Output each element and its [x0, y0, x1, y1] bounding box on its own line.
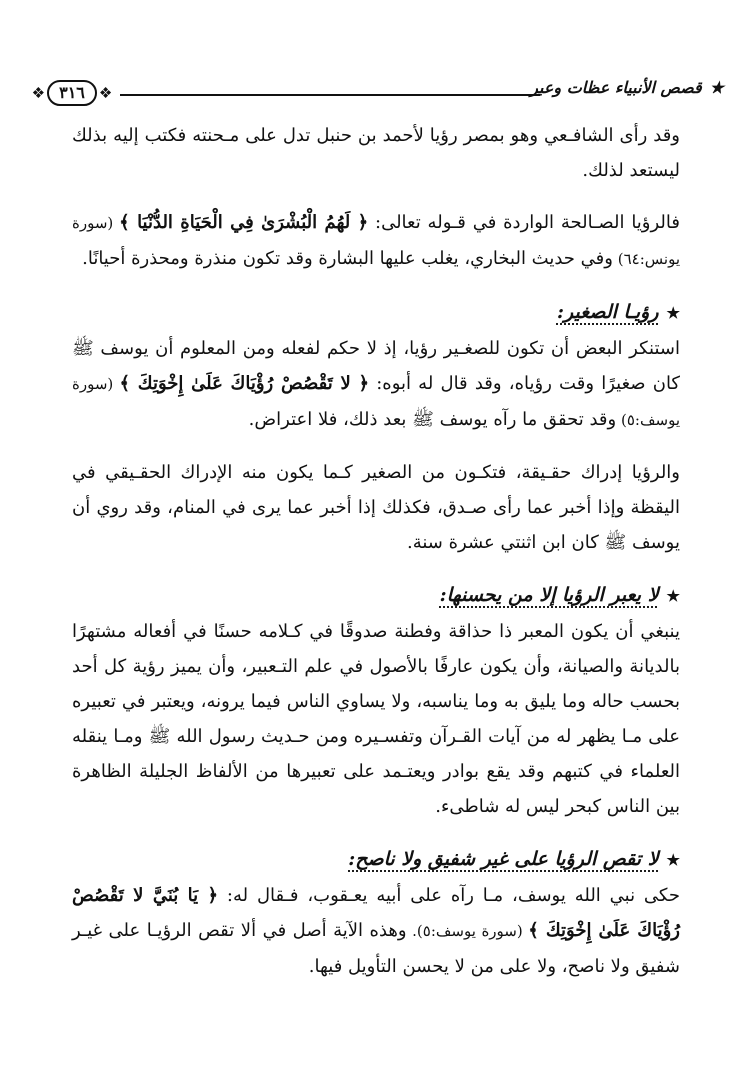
ornament-right-icon: ❖	[98, 83, 113, 102]
surah-reference: (سورة يوسف:٥)	[72, 375, 680, 429]
quran-quote: ﴿ يَا بُنَيَّ لا تَقْصُصْ رُؤْيَاكَ عَلَىٰ إِخْوَتِكَ ﴾	[72, 885, 680, 941]
ornament-left-icon: ❖	[31, 83, 46, 102]
paragraph-3	[72, 331, 680, 438]
paragraph-6	[72, 878, 680, 984]
book-title-text: قصص الأنبياء عظات وعبر	[530, 78, 702, 97]
paragraph-2-text-b: وفي حديث البخاري، يغلب عليها البشارة وقد تكون منذرة ومحذرة أحيانًا.	[82, 248, 613, 269]
header-rule	[120, 94, 540, 96]
book-title	[530, 78, 724, 97]
paragraph-2	[72, 205, 680, 277]
paragraph-4: والرؤيا إدراك حقـيقة، فتكـون من الصغير كـما يكون منه الإدراك الحقـيقي في اليقظة وإذا أخبر عما رأى صـدق، فكذلك إذا أخبر عما يرى في المنام، وقد روي أن يوسف ﷺ كان ابن اثنتي عشرة سنة.	[72, 462, 680, 553]
paragraph-5: ينبغي أن يكون المعبر ذا حذاقة وفطنة صدوقًا في كـلامه حسنًا في أفعاله مشتهرًا بالديانة والصيانة، وأن يكون عارفًا بالأصول في علم التـعبير، وأن يميز رؤية كل أحد بحسب حاله وما يليق به وما يناسبه، ولا يساوي الناس فيما يرونه، ويعتبر في تعبيره على مـا يظهر له من آيات القـرآن وتفسـيره ومن حـديث رسول الله ﷺ ومـا ينقله العلماء في كتبهم وقد يقع بوادر ويعتـمد على تعبيرها من الألفاظ الجليلة الظاهرة بين الناس كبحر ليس له شاطىء.	[72, 621, 680, 817]
section-heading-3	[72, 841, 680, 878]
quran-quote: ﴿ لا تَقْصُصْ رُؤْيَاكَ عَلَىٰ إِخْوَتِكَ ﴾	[119, 373, 370, 394]
star-icon: ★	[709, 78, 724, 97]
paragraph-3-text-a: استنكر البعض أن تكون للصغـير رؤيا، إذ لا حكم لفعله ومن المعلوم أن يوسف ﷺ كان صغيرًا وقت رؤياه، وقد قال له أبوه:	[72, 338, 680, 394]
surah-reference: (سورة يوسف:٥).	[406, 922, 529, 940]
star-icon: ★	[666, 851, 680, 869]
main-text	[72, 118, 680, 984]
section-heading-1	[72, 294, 680, 331]
section-heading-2-text: لا يعبر الرؤيا إلا من يحسنها:	[439, 584, 659, 606]
quran-quote: ﴿ لَهُمُ الْبُشْرَىٰ فِي الْحَيَاةِ الدُّنْيَا ﴾	[119, 212, 369, 233]
star-icon: ★	[666, 304, 680, 322]
running-header	[18, 72, 724, 112]
surah-reference: (سورة يونس:٦٤)	[72, 214, 680, 268]
paragraph-1: وقد رأى الشافـعي وهو بمصر رؤيا لأحمد بن حنبل تدل على مـحنته فكتب إليه بذلك ليستعد لذلك.	[72, 125, 680, 181]
page-number-box	[26, 79, 118, 107]
star-icon: ★	[666, 587, 680, 605]
section-heading-2	[72, 577, 680, 614]
section-heading-1-text: رؤيـا الصغير:	[556, 301, 659, 323]
paragraph-3-text-b: وقد تحقق ما رآه يوسف ﷺ بعد ذلك، فلا اعتراض.	[248, 409, 617, 430]
page-number: ٣١٦	[47, 80, 97, 106]
paragraph-6-text-b: وهذه الآية أصل في ألا تقص الرؤيـا على غيـر شفيق ولا ناصح، ولا على من لا يحسن التأويل فيها.	[72, 920, 680, 977]
paragraph-2-text-a: فالرؤيا الصـالحة الواردة في قـوله تعالى:	[368, 212, 681, 233]
section-heading-3-text: لا تقص الرؤيا على غير شفيق ولا ناصح:	[348, 848, 659, 870]
paragraph-6-text-a: حكى نبي الله يوسف، مـا رآه على أبيه يعـقوب، فـقال له:	[218, 885, 681, 906]
